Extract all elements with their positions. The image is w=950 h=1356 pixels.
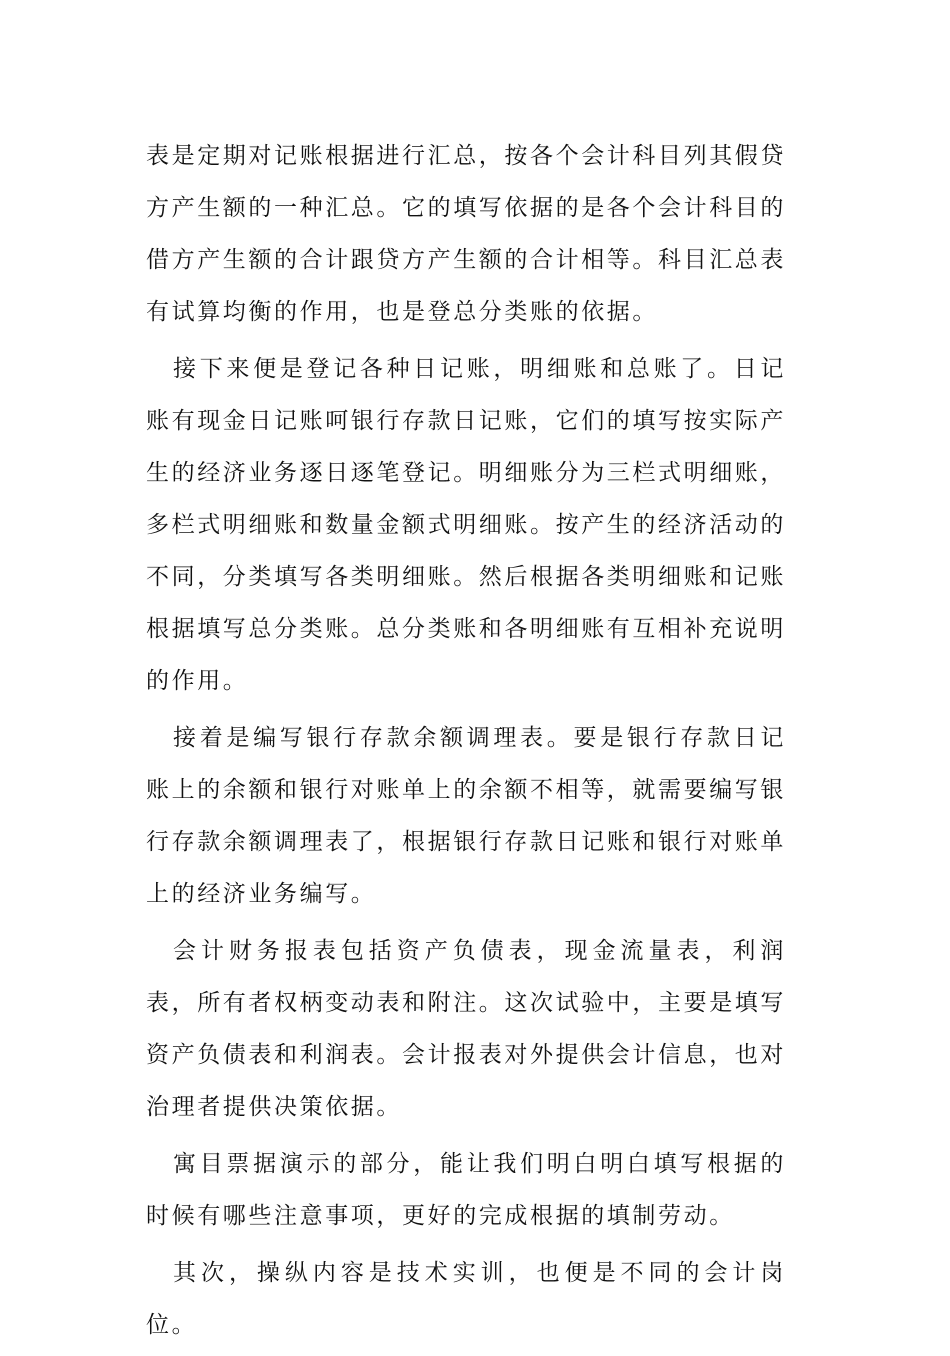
paragraph-financial-statements: 会计财务报表包括资产负债表，现金流量表，利润表，所有者权柄变动表和附注。这次试验中，主要是填写资产负债表和利润表。会计报表对外提供会计信息，也对治理者提供决策依据。 [146,938,786,1120]
paragraph-technical-training: 其次，操纵内容是技术实训，也便是不同的会计岗位。 [146,1260,786,1338]
paragraph-voucher-demo: 寓目票据演示的部分，能让我们明白明白填写根据的时候有哪些注意事项，更好的完成根据的填制劳动。 [146,1151,786,1229]
paragraph-bank-reconciliation: 接着是编写银行存款余额调理表。要是银行存款日记账上的余额和银行对账单上的余额不相等，就需要编写银行存款余额调理表了，根据银行存款日记账和银行对账单上的经济业务编写。 [146,725,786,907]
paragraph-continued: 表是定期对记账根据进行汇总，按各个会计科目列其假贷方产生额的一种汇总。它的填写依据的是各个会计科目的借方产生额的合计跟贷方产生额的合计相等。科目汇总表有试算均衡的作用，也是登总分类账的依据。 [146,143,786,325]
paragraph-journals: 接下来便是登记各种日记账，明细账和总账了。日记账有现金日记账呵银行存款日记账，它们的填写按实际产生的经济业务逐日逐笔登记。明细账分为三栏式明细账，多栏式明细账和数量金额式明细账。按产生的经济活动的不同，分类填写各类明细账。然后根据各类明细账和记账根据填写总分类账。总分类账和各明细账有互相补充说明的作用。 [146,356,786,694]
document-body [146,130,786,1356]
